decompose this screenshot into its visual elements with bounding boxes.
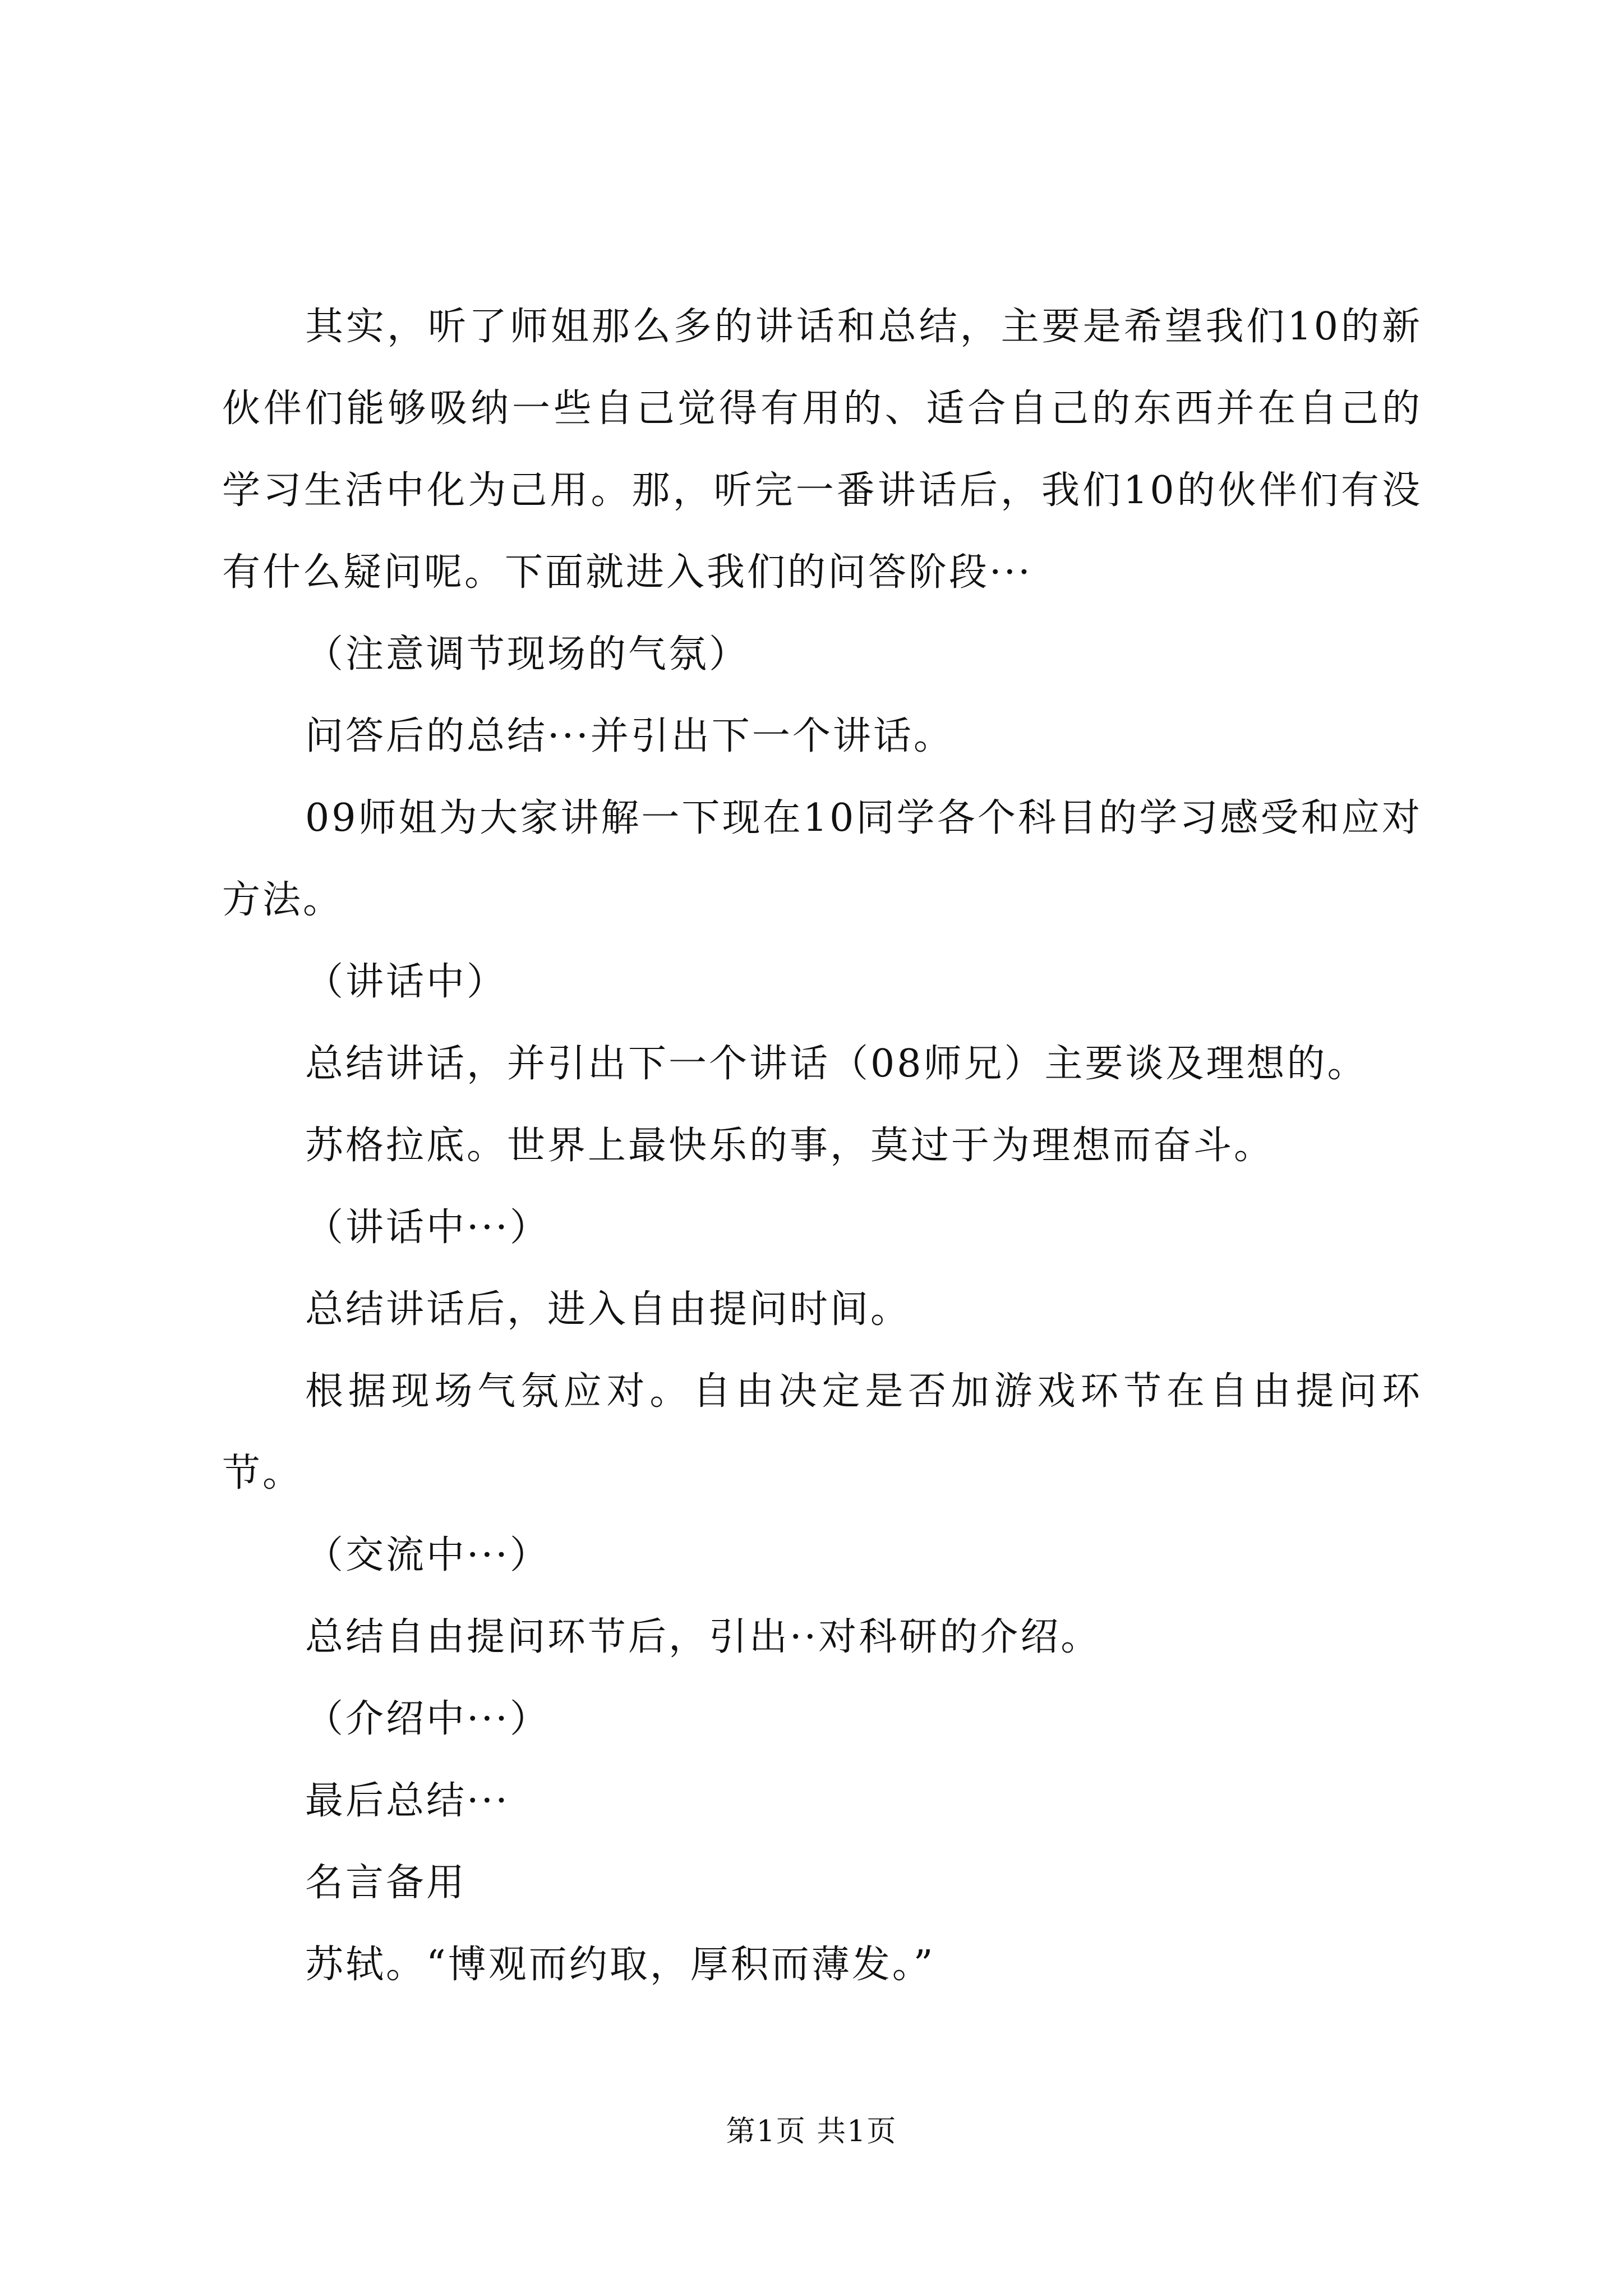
paragraph-final-summary: 最后总结··· (305, 1779, 510, 1823)
paragraph-atmosphere-response: 根据现场气氛应对。自由决定是否加游戏环节在自由提问环节。 (222, 1369, 1422, 1496)
paragraph-speaking-2: （讲话中···） (305, 1205, 550, 1250)
paragraph-research-intro: 总结自由提问环节后，引出··对科研的介绍。 (305, 1615, 1101, 1659)
paragraph-quotes-heading: 名言备用 (305, 1861, 467, 1905)
paragraph-su-shi-quote: 苏轼。“博观而约取，厚积而薄发。” (305, 1943, 935, 1987)
paragraph-exchanging: （交流中···） (305, 1533, 550, 1577)
document-body (222, 286, 1422, 2006)
paragraph-atmosphere-note: （注意调节现场的气氛） (305, 632, 750, 677)
paragraph-08-senior-talk: 总结讲话，并引出下一个讲话（08师兄）主要谈及理想的。 (305, 1042, 1368, 1086)
paragraph-introducing: （介绍中···） (305, 1697, 550, 1741)
paragraph-speaking-1: （讲话中） (305, 960, 508, 1004)
paragraph-qa-intro: 其实，听了师姐那么多的讲话和总结，主要是希望我们10的新伙伴们能够吸纳一些自己觉得有用的、适合自己的东西并在自己的学习生活中化为己用。那，听完一番讲话后，我们10的伙伴们有没有什么疑问呢。下面就进入我们的问答阶段··· (222, 305, 1422, 595)
paragraph-socrates-quote: 苏格拉底。世界上最快乐的事，莫过于为理想而奋斗。 (305, 1124, 1275, 1168)
page-footer: 第1页 共1页 (726, 2115, 897, 2148)
paragraph-qa-summary: 问答后的总结···并引出下一个讲话。 (305, 714, 954, 758)
paragraph-09-senior-talk: 09师姐为大家讲解一下现在10同学各个科目的学习感受和应对方法。 (222, 796, 1422, 922)
paragraph-free-questions: 总结讲话后，进入自由提问时间。 (305, 1287, 911, 1332)
